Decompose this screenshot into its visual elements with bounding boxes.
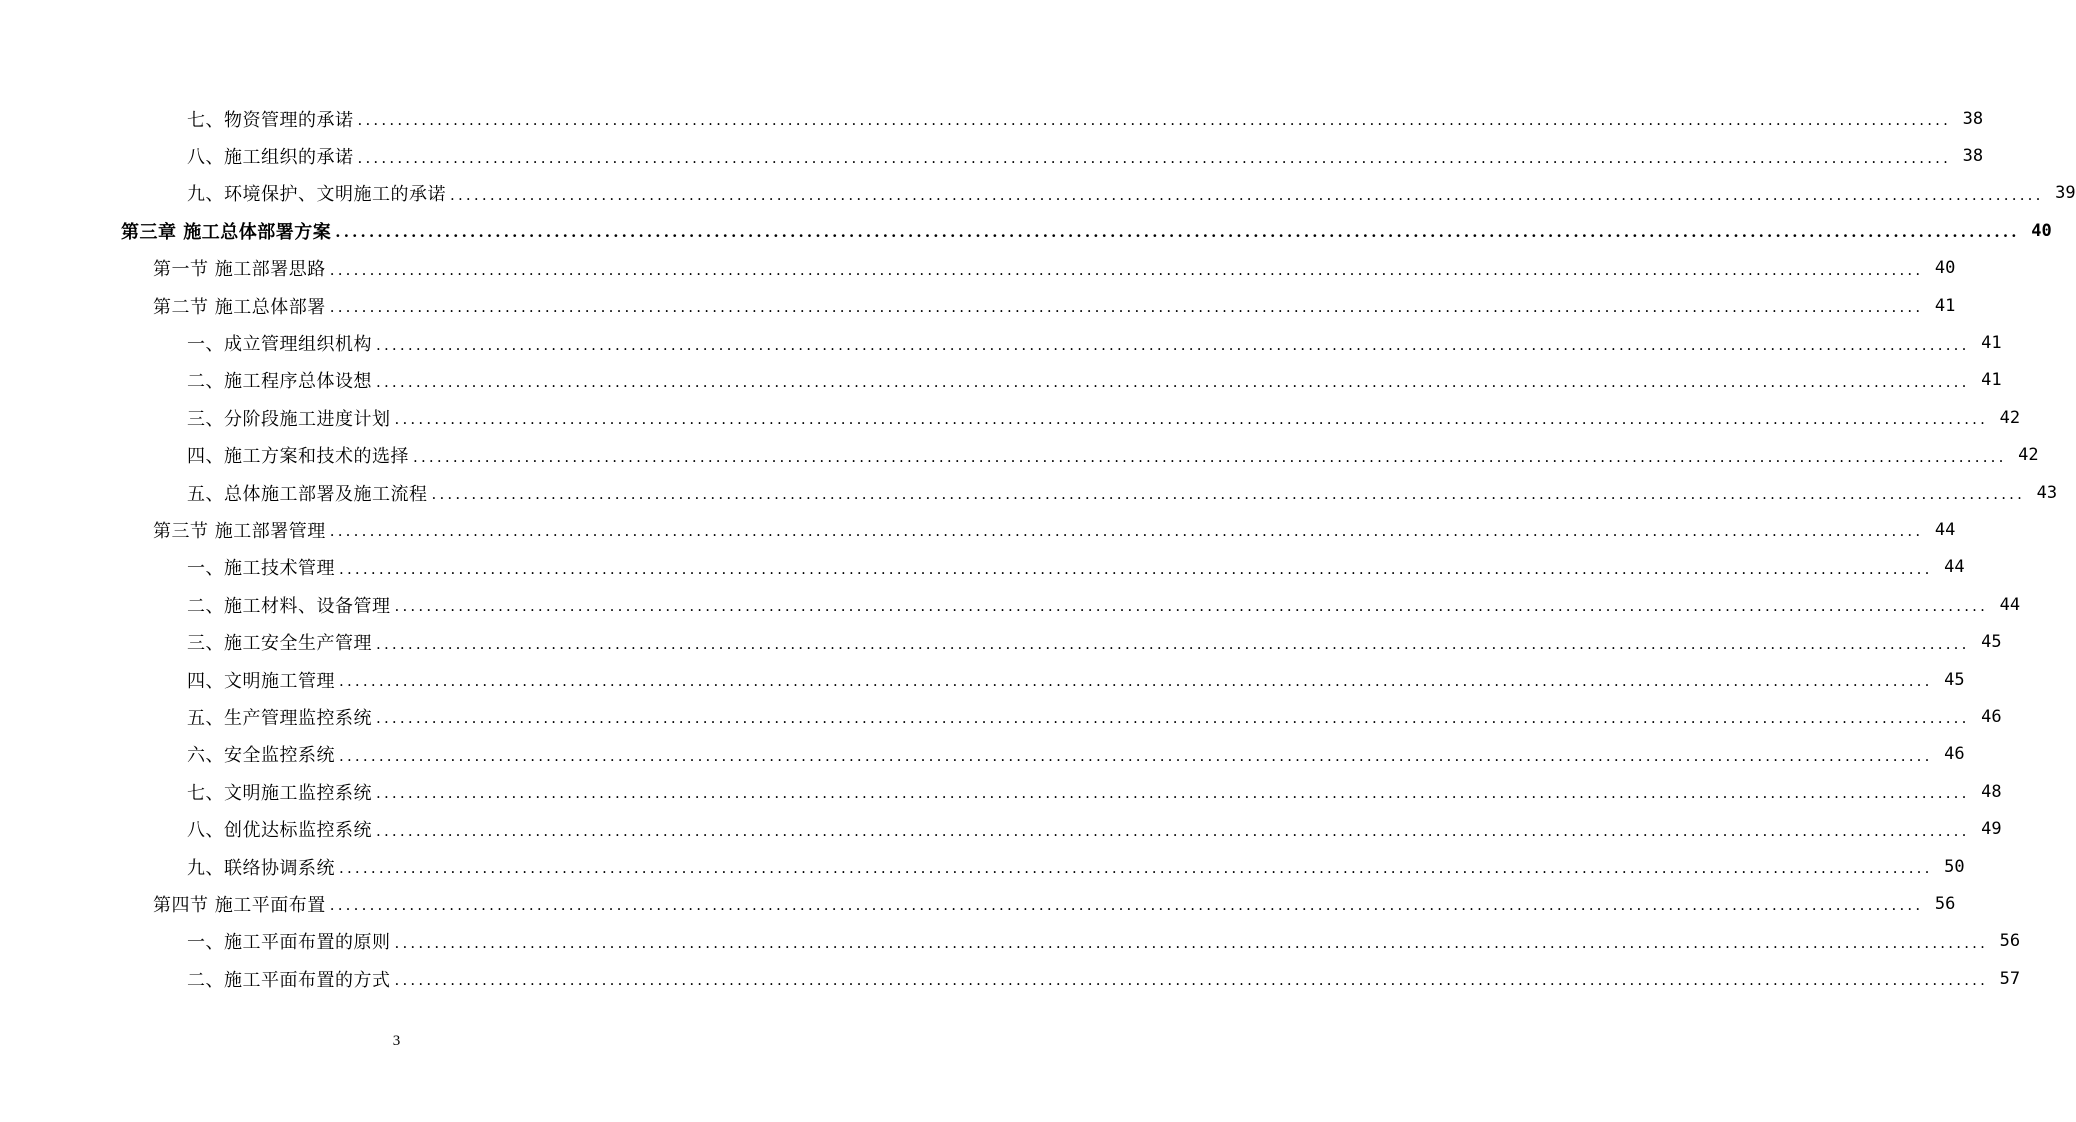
toc-entry-label: 五、总体施工部署及施工流程 [187, 483, 428, 505]
toc-subsection-entry[interactable] [0, 175, 2076, 212]
toc-entry-label: 四、文明施工管理 [187, 670, 335, 692]
toc-entry-label: 三、分阶段施工进度计划 [187, 408, 391, 430]
toc-subsection-entry[interactable] [0, 623, 2002, 660]
toc-entry-label: 四、施工方案和技术的选择 [187, 446, 409, 468]
toc-entry-page: 41 [1981, 370, 2002, 391]
toc-entry-page: 49 [1981, 819, 2002, 840]
toc-dot-leader: ........................................................................................................................................................................................................ [450, 185, 2044, 204]
toc-dot-leader: ........................................................................................................................................................................................................ [357, 111, 1952, 130]
toc-subsection-entry[interactable] [0, 960, 2021, 997]
toc-dot-leader: ........................................................................................................................................................................................................ [376, 634, 1970, 653]
toc-entry-page: 50 [1944, 856, 1965, 877]
toc-dot-leader: ........................................................................................................................................................................................................ [376, 784, 1970, 803]
toc-dot-leader: ........................................................................................................................................................................................................ [339, 746, 1933, 765]
toc-dot-leader: ........................................................................................................................................................................................................ [394, 971, 1989, 990]
toc-subsection-entry[interactable] [0, 661, 1965, 698]
toc-entry-label: 九、环境保护、文明施工的承诺 [187, 184, 446, 206]
toc-subsection-entry[interactable] [0, 736, 1965, 773]
toc-subsection-entry[interactable] [0, 810, 2002, 847]
toc-dot-leader: ........................................................................................................................................................................................................ [357, 148, 1952, 167]
toc-entry-page: 46 [1981, 706, 2002, 727]
toc-dot-leader: ........................................................................................................................................................................................................ [329, 896, 1924, 915]
toc-subsection-entry[interactable] [0, 848, 1965, 885]
toc-dot-leader: ........................................................................................................................................................................................................ [329, 260, 1924, 279]
toc-entry-label: 九、联络协调系统 [187, 857, 335, 879]
toc-entry-label: 八、施工组织的承诺 [187, 147, 354, 169]
toc-entry-label: 第三节 施工部署管理 [153, 520, 326, 542]
toc-entry-page: 45 [1944, 669, 1965, 690]
toc-entry-label: 五、生产管理监控系统 [187, 707, 372, 729]
toc-entry-page: 44 [1999, 594, 2021, 615]
toc-dot-leader: ........................................................................................................................................................................................................ [376, 709, 1970, 728]
toc-entry-page: 43 [2036, 482, 2058, 503]
toc-dot-leader: ........................................................................................................................................................................................................ [339, 859, 1933, 877]
toc-entry-page: 42 [2018, 445, 2039, 466]
toc-dot-leader: ........................................................................................................................................................................................................ [376, 335, 1970, 354]
toc-entry-page: 41 [1981, 333, 2002, 354]
toc-chapter-entry[interactable] [0, 212, 2052, 249]
toc-entry-page: 38 [1962, 108, 1984, 129]
toc-entry-label: 八、创优达标监控系统 [187, 820, 372, 842]
toc-subsection-entry[interactable] [0, 923, 2021, 960]
toc-dot-leader: ........................................................................................................................................................................................................ [376, 372, 1970, 391]
toc-entry-label: 二、施工材料、设备管理 [187, 595, 391, 617]
toc-entry-page: 40 [2031, 220, 2052, 241]
toc-subsection-entry[interactable] [0, 100, 1984, 137]
toc-dot-leader: ........................................................................................................................................................................................................ [394, 933, 1989, 952]
toc-entry-label: 七、物资管理的承诺 [187, 109, 354, 131]
toc-subsection-entry[interactable] [0, 474, 2058, 511]
toc-entry-label: 三、施工安全生产管理 [187, 633, 372, 655]
toc-subsection-entry[interactable] [0, 137, 1984, 174]
toc-entry-label: 第三章 施工总体部署方案 [121, 221, 332, 243]
page-number: 3 [392, 1033, 401, 1049]
toc-entry-page: 46 [1944, 744, 1965, 765]
toc-dot-leader: ........................................................................................................................................................................................................ [329, 298, 1924, 317]
toc-entry-label: 第四节 施工平面布置 [153, 894, 326, 916]
toc-subsection-entry[interactable] [0, 586, 2021, 623]
toc-dot-leader: ........................................................................................................................................................................................................ [339, 559, 1933, 578]
toc-entry-label: 七、文明施工监控系统 [187, 782, 372, 804]
toc-entry-page: 39 [2055, 183, 2076, 204]
toc-entry-page: 42 [1999, 407, 2021, 428]
toc-entry-label: 一、施工技术管理 [187, 558, 335, 580]
toc-section-entry[interactable] [0, 287, 1956, 324]
toc-entry-page: 48 [1981, 781, 2002, 802]
toc-entry-page: 57 [1999, 968, 2021, 989]
toc-section-entry[interactable] [0, 250, 1956, 287]
toc-entry-page: 56 [1999, 931, 2021, 952]
toc-entry-page: 56 [1934, 893, 1956, 914]
toc-subsection-entry[interactable] [0, 324, 2002, 361]
toc-subsection-entry[interactable] [0, 437, 2039, 474]
toc-dot-leader: ........................................................................................................................................................................................................ [376, 821, 1970, 840]
toc-entry-page: 41 [1934, 295, 1956, 316]
toc-subsection-entry[interactable] [0, 399, 2021, 436]
toc-entry-page: 44 [1934, 519, 1956, 540]
toc-entry-label: 第一节 施工部署思路 [153, 259, 326, 281]
toc-entry-label: 一、施工平面布置的原则 [187, 932, 391, 954]
toc-entry-page: 40 [1934, 258, 1956, 279]
toc-dot-leader: ........................................................................................................................................................................................................ [413, 447, 2007, 466]
toc-dot-leader: ........................................................................................................................................................................................................ [335, 223, 2020, 242]
toc-entry-label: 第二节 施工总体部署 [153, 296, 326, 318]
table-of-contents [0, 100, 2076, 997]
toc-subsection-entry[interactable] [0, 698, 2002, 735]
toc-subsection-entry[interactable] [0, 773, 2002, 810]
toc-dot-leader: ........................................................................................................................................................................................................ [394, 410, 1989, 429]
toc-dot-leader: ........................................................................................................................................................................................................ [339, 672, 1933, 691]
toc-section-entry[interactable] [0, 511, 1956, 548]
toc-subsection-entry[interactable] [0, 549, 1965, 586]
toc-entry-label: 二、施工平面布置的方式 [187, 969, 391, 991]
toc-entry-label: 六、安全监控系统 [187, 745, 335, 767]
toc-dot-leader: ........................................................................................................................................................................................................ [329, 522, 1924, 541]
toc-subsection-entry[interactable] [0, 362, 2002, 399]
toc-entry-page: 38 [1962, 146, 1984, 167]
toc-dot-leader: ........................................................................................................................................................................................................ [431, 485, 2026, 504]
toc-entry-page: 45 [1981, 632, 2002, 653]
toc-dot-leader: ........................................................................................................................................................................................................ [394, 597, 1989, 616]
toc-entry-label: 一、成立管理组织机构 [187, 334, 372, 356]
toc-section-entry[interactable] [0, 885, 1956, 922]
toc-entry-page: 44 [1944, 557, 1965, 578]
toc-entry-label: 二、施工程序总体设想 [187, 371, 372, 393]
